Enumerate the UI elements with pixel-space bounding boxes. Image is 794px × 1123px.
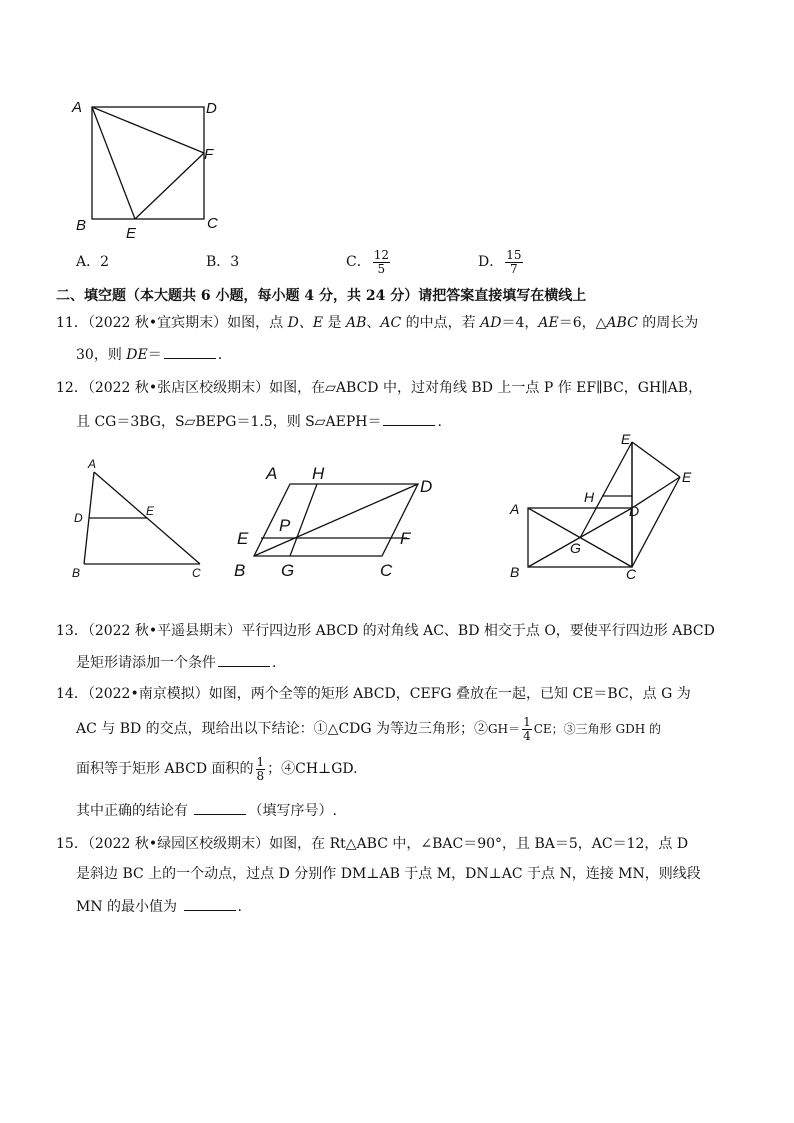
label-E-top: E bbox=[621, 432, 631, 447]
section-2-heading: 二、填空题（本大题共 6 小题，每小题 4 分，共 24 分）请把答案直接填写在横线上 bbox=[56, 288, 587, 304]
label-D: D bbox=[74, 511, 83, 525]
q14-line1: 14．（2022•南京模拟）如图，两个全等的矩形 ABCD，CEFG 叠放在一起，已知 CE＝BC，点 G 为 bbox=[56, 686, 691, 702]
label-B: B bbox=[72, 566, 81, 580]
label-C: C bbox=[192, 566, 201, 580]
q15-line2: 是斜边 BC 上的一个动点，过点 D 分别作 DM⊥AB 于点 M，DN⊥AC 于点 N，连接 MN，则线段 bbox=[76, 866, 701, 882]
answer-blank[interactable] bbox=[383, 411, 435, 426]
q13-line1: 13．（2022 秋•平遥县期末）平行四边形 ABCD 的对角线 AC、BD 相交于点 O，要使平行四边形 ABCD bbox=[56, 623, 715, 639]
q11-line2: 30，则 DE＝ . bbox=[76, 344, 222, 365]
label-C: C bbox=[380, 561, 393, 580]
label-F: F bbox=[400, 529, 411, 548]
label-C: C bbox=[626, 566, 637, 582]
label-G: G bbox=[281, 561, 295, 580]
label-G: G bbox=[570, 540, 581, 556]
figure-triangle bbox=[66, 452, 216, 582]
q12-line2: 且 CG＝3BG，S▱BEPG＝1.5，则 S▱AEPH＝ . bbox=[76, 411, 442, 432]
label-B: B bbox=[76, 217, 87, 234]
label-H: H bbox=[584, 489, 595, 505]
label-D: D bbox=[629, 503, 640, 519]
q14-line4: 其中正确的结论有 （填写序号）. bbox=[76, 800, 337, 821]
label-C: C bbox=[207, 215, 218, 232]
q12-line1: 12．（2022 秋•张店区校级期末）如图，在▱ABCD 中，过对角线 BD 上一点 P 作 EF∥BC，GH∥AB， bbox=[56, 380, 703, 396]
q11-line1: 11．（2022 秋•宜宾期末）如图，点 D、E 是 AB、AC 的中点，若 AD＝4，AE＝6，△ABC 的周长为 bbox=[56, 315, 699, 331]
choice-a: A．2 bbox=[76, 254, 110, 270]
label-E: E bbox=[126, 225, 137, 240]
label-A: A bbox=[266, 464, 278, 483]
q15-line1: 15．（2022 秋•绿园区校级期末）如图，在 Rt△ABC 中，∠BAC＝90°，且 BA＝5，AC＝12，点 D bbox=[56, 836, 689, 852]
choice-d: D． $\frac{15}{7}$ bbox=[478, 247, 522, 276]
label-D: D bbox=[206, 100, 217, 117]
label-B: B bbox=[234, 561, 246, 580]
label-F: F bbox=[204, 146, 214, 163]
label-E: E bbox=[237, 529, 249, 548]
label-H: H bbox=[312, 464, 325, 483]
label-D: D bbox=[420, 477, 433, 496]
figure-parallelogram bbox=[226, 456, 446, 586]
q15-line3: MN 的最小值为 . bbox=[76, 896, 242, 917]
q13-line2: 是矩形请添加一个条件 . bbox=[76, 652, 276, 673]
q14-line2: AC 与 BD 的交点，现给出以下结论：①△CDG 为等边三角形；②GH＝ $\frac{1}{4}$ CE；③三角形 GDH 的 bbox=[76, 714, 661, 743]
label-P: P bbox=[279, 516, 291, 535]
answer-blank[interactable] bbox=[164, 344, 216, 359]
choice-c: C． $\frac{12}{5}$ bbox=[346, 247, 389, 276]
label-E-right: E bbox=[682, 469, 692, 485]
figure-square bbox=[60, 90, 230, 240]
choice-b: B．3 bbox=[206, 254, 240, 270]
label-A: A bbox=[72, 99, 83, 116]
label-B: B bbox=[510, 564, 520, 580]
answer-blank[interactable] bbox=[218, 652, 270, 667]
figure-rectangles bbox=[500, 432, 710, 584]
answer-blank[interactable] bbox=[194, 800, 246, 815]
label-A: A bbox=[510, 501, 520, 517]
label-E: E bbox=[146, 504, 155, 518]
q14-line3: 面积等于矩形 ABCD 面积的 $\frac{1}{8}$ ；④CH⊥GD. bbox=[76, 754, 358, 783]
label-A: A bbox=[88, 457, 97, 471]
answer-blank[interactable] bbox=[184, 896, 236, 911]
